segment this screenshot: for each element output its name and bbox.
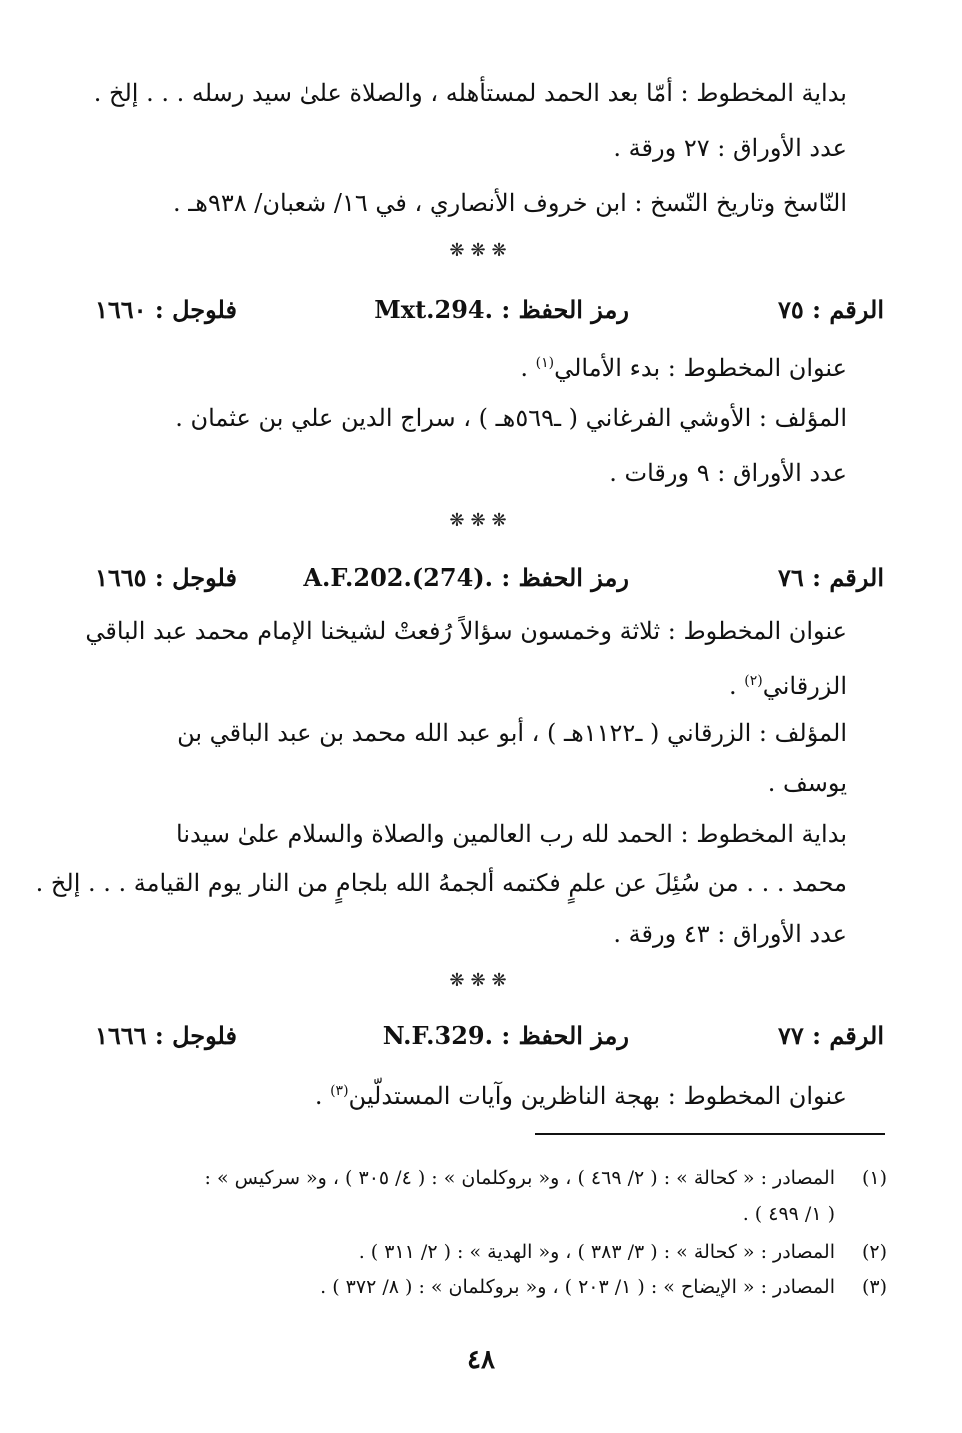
leaves-count: عدد الأوراق : ٤٣ ورقة . [613, 920, 847, 948]
leaves-count: عدد الأوراق : ٩ ورقات . [609, 459, 847, 487]
footnote-divider [535, 1133, 885, 1135]
title-text: الزرقاني [762, 672, 847, 700]
manuscript-title [95, 343, 847, 388]
footnote-ref: (١) [535, 355, 555, 371]
footnote-3 [95, 1270, 887, 1304]
footnote-1-cont [95, 1197, 887, 1231]
title-end: . [520, 354, 536, 382]
manuscript-title-cont [95, 661, 847, 706]
footnote-ref: (٢) [744, 673, 763, 689]
entry-76-header [95, 558, 884, 598]
footnote-number: (٢) [861, 1241, 887, 1263]
footnote-2 [95, 1235, 887, 1269]
footnote-text: المصادر : « الإيضاح » : ( ١/ ٢٠٣ ) ، و« بروكلمان » : ( ٨/ ٣٧٢ ) . [320, 1276, 835, 1298]
author: المؤلف : الأوشي الفرغاني ( ـ٥٦٩هـ ) ، سراج الدين علي بن عثمان . [175, 404, 847, 432]
footnote-text: المصادر : « كحالة » : ( ٢/ ٤٦٩ ) ، و« بروكلمان » : ( ٤/ ٣٠٥ ) ، و« سركيس » : [204, 1167, 835, 1189]
flugel-number: فلوجل : ١٦٦٥ [95, 563, 237, 592]
footnote-number: (٣) [861, 1276, 887, 1298]
footnote-text: ( ١/ ٤٩٩ ) . [742, 1203, 835, 1225]
entry-77-header [95, 1016, 884, 1056]
footnote-number: (١) [861, 1167, 887, 1189]
title-end: . [314, 1082, 331, 1110]
shelfmark: رمز الحفظ : .A.F.202.(274) [303, 563, 629, 592]
manuscript-title: عنوان المخطوط : ثلاثة وخمسون سؤالاً رُفعتْ لشيخنا الإمام محمد عبد الباقي [85, 617, 847, 645]
flugel-number: فلوجل : ١٦٦٦ [95, 1021, 237, 1050]
footnote-1 [95, 1161, 887, 1195]
footnote-text: المصادر : « كحالة » : ( ٣/ ٣٨٣ ) ، و« الهدية » : ( ٢/ ٣١١ ) . [358, 1241, 835, 1263]
author-cont: يوسف . [767, 769, 847, 797]
page-number: ٤٨ [467, 1345, 495, 1375]
shelfmark: رمز الحفظ : .N.F.329 [382, 1021, 629, 1050]
footnote-ref: (٣) [330, 1083, 349, 1099]
manuscript-title [95, 1071, 847, 1116]
manuscript-start-text: بداية المخطوط : أمّا بعد الحمد لمستأهله ، والصلاة علىٰ سيد رسله . . . إلخ . [93, 79, 847, 107]
section-separator: ❋❋❋ [449, 240, 513, 261]
entry-number: الرقم : ٧٧ [777, 1021, 884, 1050]
shelfmark: رمز الحفظ : .Mxt.294 [374, 295, 629, 324]
entry-number: الرقم : ٧٦ [777, 563, 884, 592]
title-text: عنوان المخطوط : بهجة الناظرين وآيات المستدلّين [348, 1082, 847, 1110]
manuscript-start-text-cont: محمد . . . من سُئِلَ عن علمٍ فكتمه ألجمهُ الله بلجامٍ من النار يوم القيامة . . . إلخ . [35, 869, 847, 897]
leaves-count: عدد الأوراق : ٢٧ ورقة . [613, 134, 847, 162]
entry-number: الرقم : ٧٥ [777, 295, 884, 324]
title-text: عنوان المخطوط : بدء الأمالي [554, 354, 847, 382]
author: المؤلف : الزرقاني ( ـ١١٢٢هـ ) ، أبو عبد الله محمد بن عبد الباقي بن [177, 719, 847, 747]
section-separator: ❋❋❋ [449, 970, 513, 991]
title-end: . [728, 672, 745, 700]
manuscript-start-text: بداية المخطوط : الحمد لله رب العالمين والصلاة والسلام علىٰ سيدنا [176, 820, 847, 848]
entry-75-header [95, 290, 884, 330]
flugel-number: فلوجل : ١٦٦٠ [95, 295, 237, 324]
copyist-and-date: النّاسخ وتاريخ النّسخ : ابن خروف الأنصاري ، في ١٦/ شعبان/ ٩٣٨هـ . [173, 189, 847, 217]
section-separator: ❋❋❋ [449, 510, 513, 531]
